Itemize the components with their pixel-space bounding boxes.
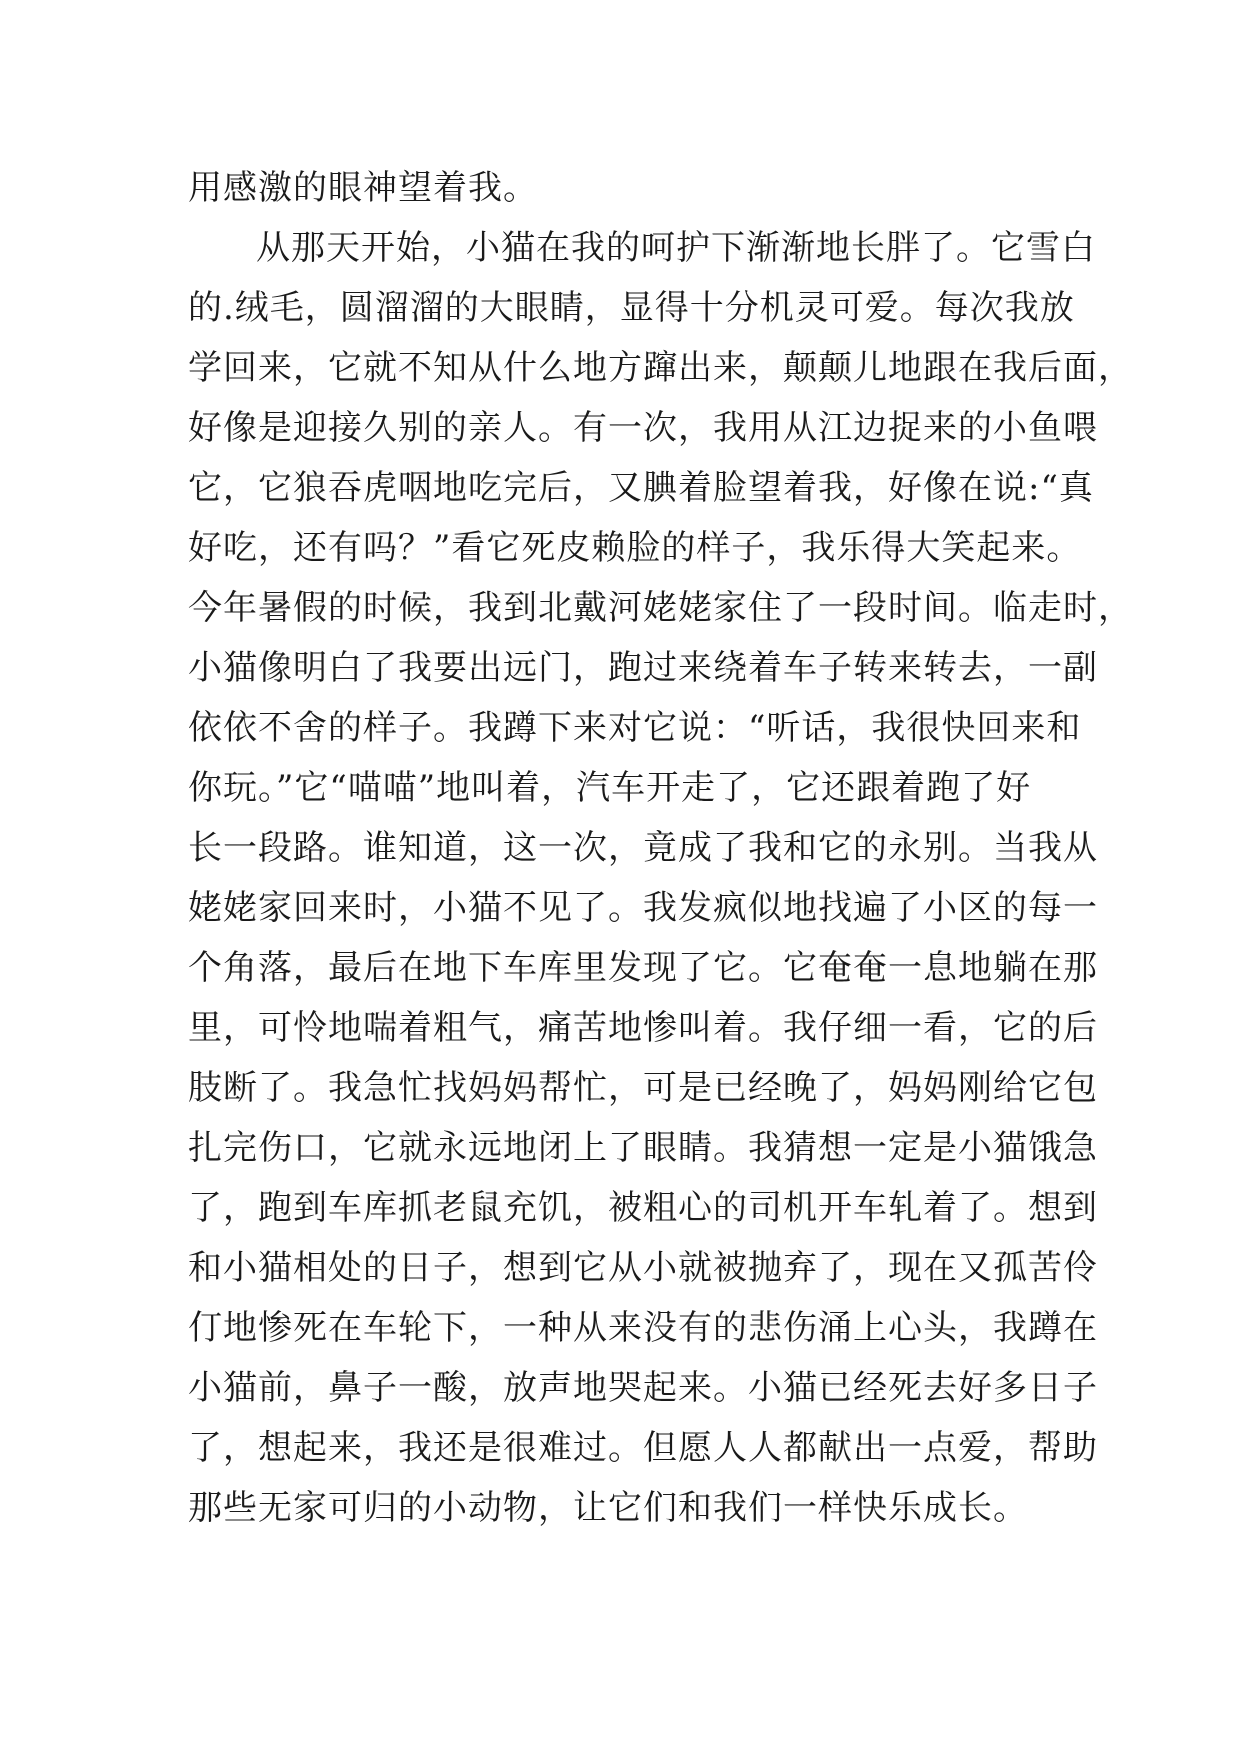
text-line: 你玩。”它“喵喵”地叫着，汽车开走了，它还跟着跑了好 xyxy=(188,768,1032,808)
text-line: 好像是迎接久别的亲人。有一次，我用从江边捉来的小鱼喂 xyxy=(188,408,1098,448)
text-line: 小猫前，鼻子一酸，放声地哭起来。小猫已经死去好多日子 xyxy=(188,1368,1098,1408)
text-line: 姥姥家回来时，小猫不见了。我发疯似地找遍了小区的每一 xyxy=(188,888,1098,928)
text-line: 里，可怜地喘着粗气，痛苦地惨叫着。我仔细一看，它的后 xyxy=(188,1008,1098,1048)
text-line: 它，它狼吞虎咽地吃完后，又腆着脸望着我，好像在说:“真 xyxy=(188,468,1094,508)
text-line: 了，跑到车库抓老鼠充饥，被粗心的司机开车轧着了。想到 xyxy=(188,1188,1098,1228)
text-line: 仃地惨死在车轮下，一种从来没有的悲伤涌上心头，我蹲在 xyxy=(188,1308,1098,1348)
text-line: 好吃，还有吗？”看它死皮赖脸的样子，我乐得大笑起来。 xyxy=(188,528,1082,568)
text-line: 今年暑假的时候，我到北戴河姥姥家住了一段时间。临走时， xyxy=(188,588,1133,628)
text-line: 的.绒毛，圆溜溜的大眼睛，显得十分机灵可爱。每次我放 xyxy=(188,288,1075,328)
text-line: 用感激的眼神望着我。 xyxy=(188,168,538,208)
text-line: 个角落，最后在地下车库里发现了它。它奄奄一息地躺在那 xyxy=(188,948,1098,988)
text-line: 肢断了。我急忙找妈妈帮忙，可是已经晚了，妈妈刚给它包 xyxy=(188,1068,1098,1108)
text-line: 学回来，它就不知从什么地方蹿出来，颠颠儿地跟在我后面， xyxy=(188,348,1133,388)
text-line: 和小猫相处的日子，想到它从小就被抛弃了，现在又孤苦伶 xyxy=(188,1248,1098,1288)
text-line: 扎完伤口，它就永远地闭上了眼睛。我猜想一定是小猫饿急 xyxy=(188,1128,1098,1168)
text-line: 依依不舍的样子。我蹲下来对它说：“听话，我很快回来和 xyxy=(188,708,1082,748)
paragraph-start-line: 从那天开始，小猫在我的呵护下渐渐地长胖了。它雪白 xyxy=(256,228,1096,268)
text-line: 了，想起来，我还是很难过。但愿人人都献出一点爱，帮助 xyxy=(188,1428,1098,1468)
text-line: 长一段路。谁知道，这一次，竟成了我和它的永别。当我从 xyxy=(188,828,1098,868)
text-line: 小猫像明白了我要出远门，跑过来绕着车子转来转去，一副 xyxy=(188,648,1098,688)
essay-text xyxy=(188,158,1133,1538)
text-line: 那些无家可归的小动物，让它们和我们一样快乐成长。 xyxy=(188,1488,1028,1528)
